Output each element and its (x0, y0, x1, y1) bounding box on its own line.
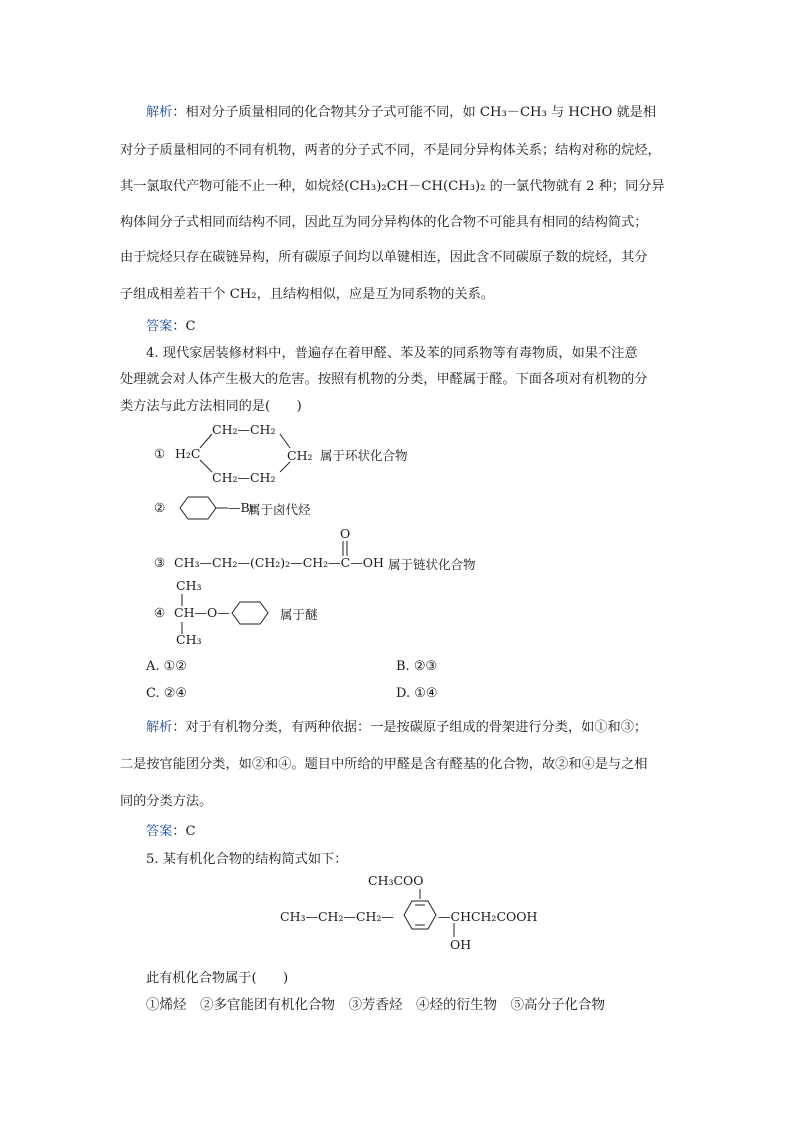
item-number: ① (154, 446, 166, 461)
analysis1-line-4: 构体间分子式相同而结构不同，因此互为同分异构体的化合物不可能具有相同的结构简式； (120, 215, 648, 230)
item-desc: 属于醚 (280, 607, 318, 622)
q4-item-4 (150, 578, 450, 648)
analysis2-line-1: 解析：对于有机物分类，有两种依据：一是按碳原子组成的骨架进行分类，如①和③； (146, 720, 648, 735)
item-number: ② (154, 500, 166, 515)
q5-line-1: 5. 某有机化合物的结构简式如下： (146, 852, 348, 867)
benzene-ring-icon (172, 494, 232, 522)
methyl-top: CH₃ (176, 578, 202, 593)
item-number: ③ (154, 555, 166, 570)
ring-left: H₂C (175, 446, 201, 461)
analysis-label: 解析 (146, 105, 173, 120)
option-c[interactable]: C. ②④ (146, 686, 188, 701)
q4-item-2 (150, 494, 430, 524)
ring-top: CH₂—CH₂ (212, 422, 276, 437)
analysis1-line-5: 由于烷烃只存在碳链异构，所有碳原子间均以单键相连，因此含不同碳原子数的烷烃，其分 (120, 250, 648, 265)
methyl-bottom: CH₃ (176, 632, 202, 647)
answer1: 答案：C (146, 319, 196, 334)
carbonyl-o: O (340, 526, 351, 541)
item-number: ④ (154, 605, 166, 620)
answer-label: 答案 (146, 319, 173, 334)
item-desc: 属于环状化合物 (320, 448, 408, 463)
chain-formula: CH₃—CH₂—(CH₂)₂—CH₂—C—OH (174, 555, 384, 570)
analysis1-line-2: 对分子质量相同的不同有机物，两者的分子式不同，不是同分异构体关系；结构对称的烷烃， (120, 143, 661, 158)
answer2: 答案：C (146, 824, 196, 839)
analysis1-line-6: 子组成相差若干个 CH₂，且结构相似，应是互为同系物的关系。 (120, 287, 494, 302)
side-chain: —CHCH₂COOH (438, 909, 538, 924)
option-a[interactable]: A. ①② (146, 659, 187, 674)
ring-right: CH₂ (287, 448, 313, 463)
bromo-label: —Br (228, 500, 256, 515)
analysis1-line-1: 解析：相对分子质量相同的化合物其分子式可能不同，如 CH₃－CH₃ 与 HCHO 就是相 (146, 105, 657, 120)
ring-bottom: CH₂—CH₂ (212, 470, 276, 485)
benzene-ring-icon (280, 873, 560, 958)
item-desc: 属于链状化合物 (388, 557, 476, 572)
option-b[interactable]: B. ②③ (396, 659, 438, 674)
hydroxyl-group: OH (450, 937, 472, 952)
propyl-chain: CH₃—CH₂—CH₂— (280, 909, 394, 924)
item-desc: 属于卤代烃 (248, 502, 311, 517)
analysis2-line-3: 同的分类方法。 (120, 794, 213, 809)
option-d[interactable]: D. ①④ (396, 686, 438, 701)
q5-line-2: 此有机化合物属于( ) (146, 971, 289, 986)
analysis1-line-3: 其一氯取代产物可能不止一种，如烷烃(CH₃)₂CH－CH(CH₃)₂ 的一氯代物就有 2 种；同分异 (120, 179, 665, 194)
q5-structure (280, 873, 560, 958)
analysis2-line-2: 二是按官能团分类，如②和④。题目中所给的甲醛是含有醛基的化合物，故②和④是与之相 (120, 757, 648, 772)
answer-label: 答案 (146, 824, 173, 839)
acetoxy-group: CH₃COO (368, 873, 424, 888)
ether-link: CH—O— (174, 605, 230, 620)
q4-item-3 (150, 526, 490, 574)
q4-line-2: 处理就会对人体产生极大的危害。按照有机物的分类，甲醛属于醛。下面各项对有机物的分 (120, 372, 648, 387)
q4-line-3: 类方法与此方法相同的是( ) (120, 399, 302, 414)
q4-line-1: 4. 现代家居装修材料中，普遍存在着甲醛、苯及苯的同系物等有毒物质，如果不注意 (146, 346, 638, 361)
q4-item-1 (150, 420, 430, 490)
q5-choices: ①烯烃 ②多官能团有机化合物 ③芳香烃 ④烃的衍生物 ⑤高分子化合物 (146, 997, 605, 1013)
analysis-label: 解析 (146, 720, 173, 735)
